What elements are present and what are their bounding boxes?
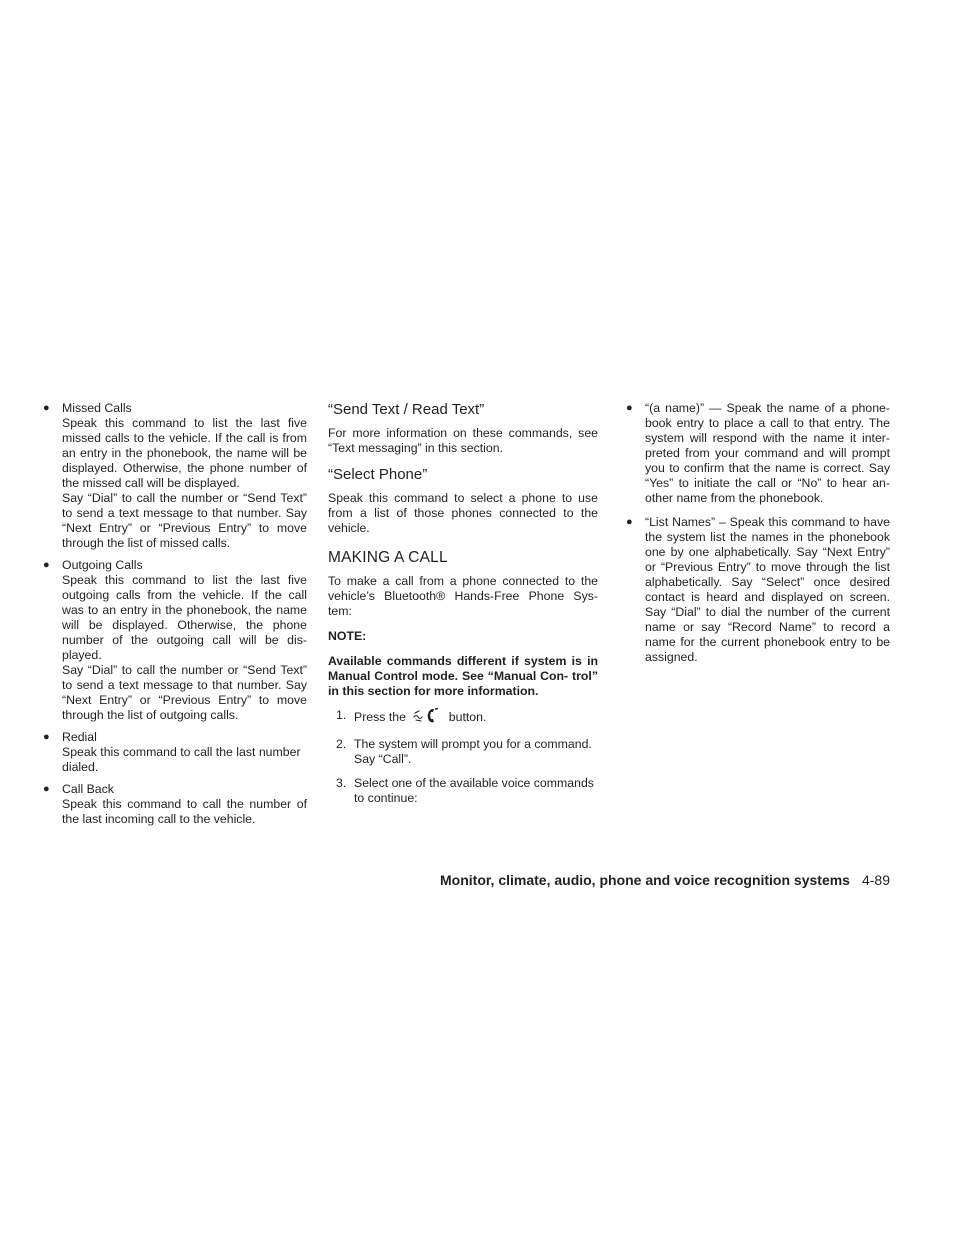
footer-section-title: Monitor, climate, audio, phone and voice recognition systems bbox=[440, 872, 850, 888]
step-number: 1. bbox=[336, 708, 347, 722]
left-column bbox=[43, 401, 307, 834]
step-text-after: button. bbox=[448, 710, 487, 724]
select-phone-heading: “Select Phone” bbox=[328, 466, 428, 483]
item-title: Outgoing Calls bbox=[62, 558, 143, 572]
step-number: 3. bbox=[336, 776, 347, 790]
bullet-icon: ● bbox=[43, 402, 50, 414]
making-a-call-heading: MAKING A CALL bbox=[328, 549, 448, 566]
list-item-list-names bbox=[626, 515, 890, 665]
item-description: “(a name)” — Speak the name of a phone- book entry to place a call to that entry. The system will respond with the name it inter- preted from your command and will prompt you to confirm that the name is correct. Say “Yes” to initiate the call or “No” to hear an- other name from the phonebook. bbox=[645, 401, 890, 505]
talk-phone-icon bbox=[413, 708, 443, 728]
bullet-icon: ● bbox=[43, 731, 50, 743]
step-number: 2. bbox=[336, 737, 347, 751]
list-item-missed-calls bbox=[43, 401, 307, 551]
bullet-icon: ● bbox=[626, 516, 633, 528]
middle-column bbox=[328, 401, 598, 815]
item-description: Speak this command to call the last number dialed. bbox=[62, 745, 301, 774]
item-title: Redial bbox=[62, 730, 97, 744]
page-number: 4-89 bbox=[861, 872, 890, 888]
bullet-icon: ● bbox=[43, 783, 50, 795]
item-title: Call Back bbox=[62, 782, 114, 796]
item-description: Speak this command to call the number of the last incoming call to the vehicle. bbox=[62, 797, 307, 826]
right-column bbox=[626, 401, 890, 672]
list-item-redial bbox=[43, 730, 307, 775]
note-body: Available commands different if system is in Manual Control mode. See “Manual Con- trol” in this section for more information. bbox=[328, 654, 598, 698]
list-item-a-name bbox=[626, 401, 890, 506]
bullet-icon: ● bbox=[43, 559, 50, 571]
bullet-icon: ● bbox=[626, 402, 633, 414]
select-phone-body: Speak this command to select a phone to use from a list of those phones connected to the vehicle. bbox=[328, 491, 598, 535]
step-text: The system will prompt you for a command. Say “Call”. bbox=[354, 737, 592, 766]
send-text-body: For more information on these commands, see “Text messaging” in this section. bbox=[328, 426, 598, 455]
making-a-call-body: To make a call from a phone connected to the vehicle’s Bluetooth® Hands-Free Phone Sys- tem: bbox=[328, 574, 598, 618]
item-description: Say “Dial” to call the number or “Send Text” to send a text message to that number. Say “Next Entry” or “Previous Entry” to move through the list of outgoing calls. bbox=[62, 663, 307, 722]
item-description: “List Names” – Speak this command to have the system list the names in the phonebook one by one alphabetically. Say “Next Entry” or “Previous Entry” to move through the list alphabetically. Say “Select” once desired contact is heard and displayed on screen. Say “Dial” to dial the number of the current name or say “Record Name” to record a name for the current phonebook entry to be assigned. bbox=[645, 515, 890, 664]
item-description: Speak this command to list the last five missed calls to the vehicle. If the call is from an entry in the phonebook, the name will be displayed. Otherwise, the phone number of the missed call will be displayed. bbox=[62, 416, 307, 490]
note-heading: NOTE: bbox=[328, 629, 367, 643]
list-item-outgoing-calls bbox=[43, 558, 307, 723]
step-text-before: Press the bbox=[354, 710, 406, 724]
list-item-call-back bbox=[43, 782, 307, 827]
step-3 bbox=[328, 776, 598, 806]
item-title: Missed Calls bbox=[62, 401, 132, 415]
step-text: Select one of the available voice commands to continue: bbox=[354, 776, 594, 805]
item-description: Say “Dial” to call the number or “Send Text” to send a text message to that number. Say “Next Entry” or “Previous Entry” to move through the list of missed calls. bbox=[62, 491, 307, 550]
send-text-heading: “Send Text / Read Text” bbox=[328, 401, 485, 418]
step-1 bbox=[328, 708, 598, 728]
step-2 bbox=[328, 737, 598, 767]
page-footer bbox=[440, 872, 890, 888]
item-description: Speak this command to list the last five outgoing calls from the vehicle. If the call was to an entry in the phonebook, the name will be displayed. Otherwise, the phone number of the outgoing call will be dis- played. bbox=[62, 573, 307, 662]
